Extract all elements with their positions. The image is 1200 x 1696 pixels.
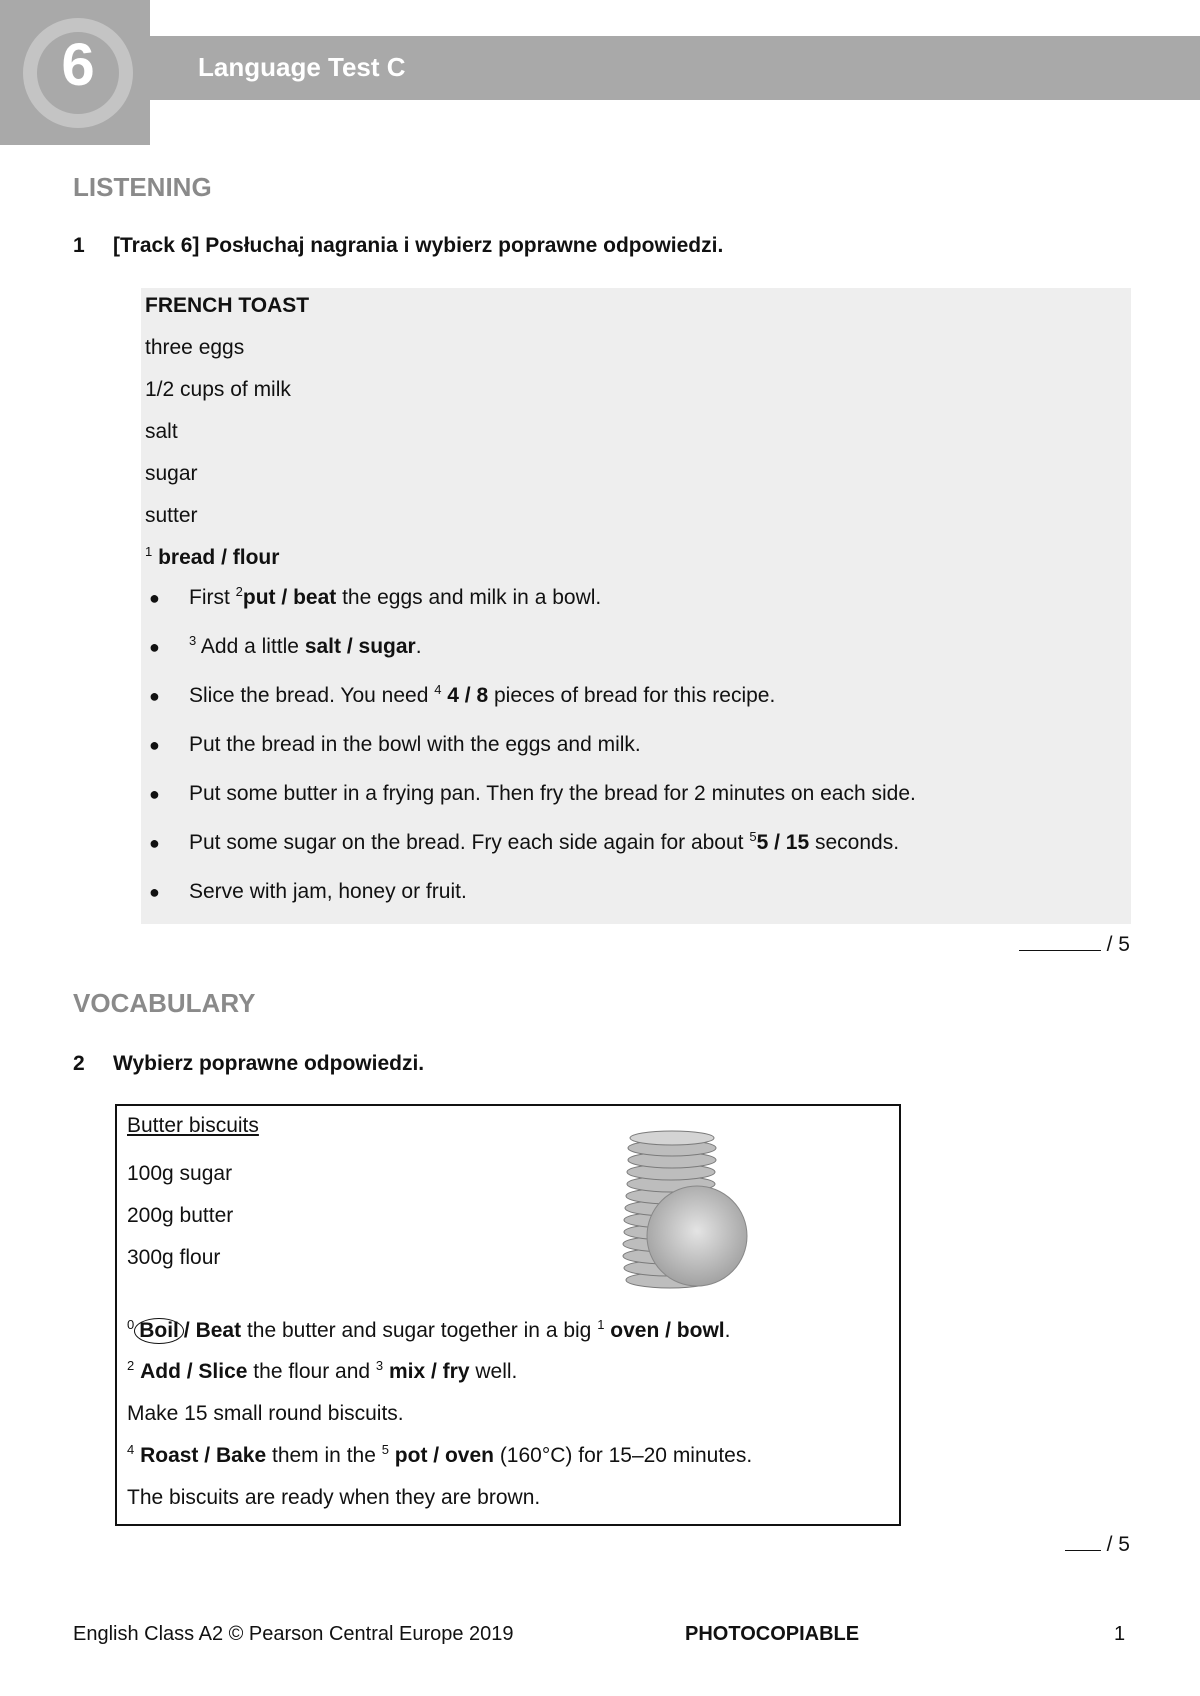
question-number: 1 bbox=[145, 544, 153, 559]
option-8[interactable]: 8 bbox=[476, 684, 489, 707]
option-add[interactable]: Add bbox=[140, 1360, 181, 1383]
option-fry[interactable]: fry bbox=[442, 1360, 470, 1383]
option-bread[interactable]: bread bbox=[158, 546, 216, 569]
score-blank[interactable] bbox=[1019, 932, 1101, 951]
task-number: 1 bbox=[73, 234, 85, 257]
option-sugar[interactable]: sugar bbox=[358, 635, 416, 658]
step-7: ● Serve with jam, honey or fruit. bbox=[149, 880, 467, 903]
vocab-line-2: $^2$ Add / Slice the flour and $^3$ mix / fry well. bbox=[127, 1358, 518, 1383]
vocab-line-1: $^0$ Boil / Beat the butter and sugar together in a big $^1$ oven / bowl. bbox=[127, 1317, 731, 1342]
vocab-line-3: Make 15 small round biscuits. bbox=[127, 1402, 404, 1425]
ingredient: 200g butter bbox=[127, 1204, 234, 1227]
option-put[interactable]: put bbox=[242, 586, 276, 609]
question-1: $^1$ bread / flour bbox=[145, 544, 280, 569]
listening-heading: LISTENING bbox=[73, 172, 212, 202]
step-5: ● Put some butter in a frying pan. Then fry the bread for 2 minutes on each side. bbox=[149, 782, 916, 805]
ingredient: 1/2 cups of milk bbox=[145, 378, 291, 401]
butter-biscuits-recipe bbox=[115, 1104, 901, 1526]
option-bowl[interactable]: bowl bbox=[676, 1319, 725, 1342]
title-bar bbox=[150, 36, 1200, 100]
option-5[interactable]: 5 bbox=[756, 831, 769, 854]
option-mix[interactable]: mix bbox=[388, 1360, 426, 1383]
vocab-line-4: $^4$ Roast / Bake them in the $^5$ pot / oven (160°C) for 15–20 minutes. bbox=[127, 1442, 753, 1467]
option-4[interactable]: 4 bbox=[447, 684, 459, 707]
option-15[interactable]: 15 bbox=[785, 831, 810, 854]
step-1: ● First $^2$put / beat the eggs and milk in a bowl. bbox=[149, 584, 602, 609]
recipe-title: Butter biscuits bbox=[127, 1114, 259, 1137]
score-listening: / 5 bbox=[1019, 932, 1130, 957]
french-toast-recipe bbox=[141, 288, 1131, 924]
vocab-line-5: The biscuits are ready when they are brown. bbox=[127, 1486, 541, 1509]
ingredient: three eggs bbox=[145, 336, 245, 359]
ingredient: 100g sugar bbox=[127, 1162, 233, 1185]
recipe-title: FRENCH TOAST bbox=[145, 294, 310, 317]
biscuit-stack-icon bbox=[615, 1128, 755, 1298]
score-blank[interactable] bbox=[1065, 1532, 1101, 1551]
footer-photocopiable: PHOTOCOPIABLE bbox=[685, 1623, 860, 1645]
option-roast[interactable]: Roast bbox=[140, 1444, 199, 1467]
step-3: ● Slice the bread. You need $^4$ 4 / 8 pieces of bread for this recipe. bbox=[149, 682, 776, 707]
option-flour[interactable]: flour bbox=[232, 546, 280, 569]
ingredient: salt bbox=[145, 420, 178, 443]
option-pot[interactable]: pot bbox=[394, 1444, 428, 1467]
ingredient: 300g flour bbox=[127, 1246, 221, 1269]
task-1-instruction bbox=[73, 234, 723, 258]
option-oven-2[interactable]: oven bbox=[444, 1444, 494, 1467]
score-vocabulary: / 5 bbox=[1065, 1532, 1130, 1557]
option-beat[interactable]: beat bbox=[293, 586, 337, 609]
unit-number: 6 bbox=[61, 31, 95, 98]
footer-page-number: 1 bbox=[1114, 1623, 1126, 1645]
option-beat[interactable]: Beat bbox=[195, 1319, 242, 1342]
step-4: ● Put the bread in the bowl with the eggs and milk. bbox=[149, 733, 641, 756]
ingredient: sugar bbox=[145, 462, 198, 485]
option-boil[interactable]: Boil bbox=[134, 1318, 184, 1344]
ingredient: sutter bbox=[145, 504, 198, 527]
option-oven[interactable]: oven bbox=[610, 1319, 660, 1342]
task-2-instruction bbox=[73, 1052, 424, 1076]
footer-copyright: English Class A2 © Pearson Central Europe 2019 bbox=[73, 1623, 514, 1645]
task-text: [Track 6] Posłuchaj nagrania i wybierz poprawne odpowiedzi. bbox=[113, 234, 724, 257]
task-text: Wybierz poprawne odpowiedzi. bbox=[113, 1052, 425, 1075]
step-2: ● $^3$ Add a little salt / sugar. bbox=[149, 633, 422, 658]
page-title: Language Test C bbox=[198, 52, 406, 82]
vocabulary-heading: VOCABULARY bbox=[73, 988, 256, 1018]
unit-badge bbox=[0, 0, 150, 145]
option-slice[interactable]: Slice bbox=[198, 1360, 248, 1383]
task-number: 2 bbox=[73, 1052, 85, 1075]
option-bake[interactable]: Bake bbox=[215, 1444, 267, 1467]
option-salt[interactable]: salt bbox=[304, 635, 341, 658]
step-6: ● Put some sugar on the bread. Fry each side again for about $^5$5 / 15 seconds. bbox=[149, 829, 900, 854]
